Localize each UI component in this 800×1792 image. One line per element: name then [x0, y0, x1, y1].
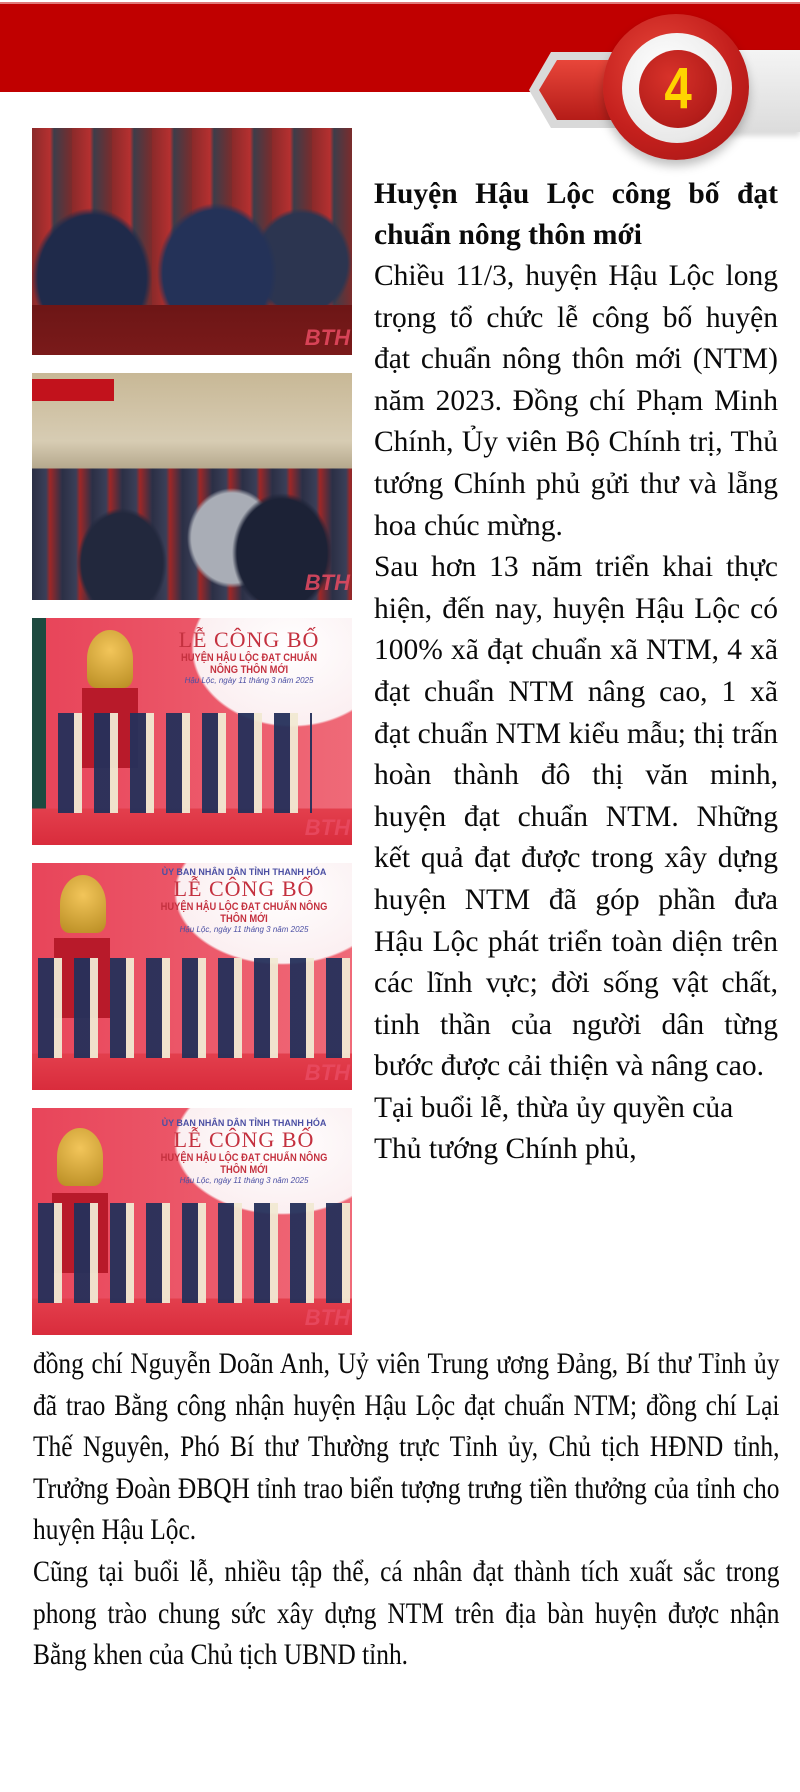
article-paragraph-3-lead: Tại buổi lễ, thừa ủy quyền của Thủ tướng Chính phủ, [374, 1091, 734, 1166]
photo-watermark: BTH [304, 1305, 350, 1330]
section-number: 4 [664, 56, 692, 121]
article-column [374, 174, 778, 1171]
article-full-width-block [33, 1344, 779, 1677]
photo-award-recipients-1 [32, 863, 352, 1090]
stage-bust [60, 875, 106, 933]
stage-bust [87, 630, 133, 688]
award-recipients-group [32, 958, 352, 1058]
photo-watermark: BTH [304, 325, 350, 350]
photo-delegates-front-row [32, 128, 352, 355]
section-number-badge [639, 50, 717, 128]
article-paragraph-4: Cũng tại buổi lễ, nhiều tập thể, cá nhân đạt thành tích xuất sắc trong phong trào chung sức xây dựng NTM trên địa bàn huyện được nhận Bằng khen của Chủ tịch UBND tỉnh. [33, 1555, 780, 1672]
photo-watermark: BTH [304, 815, 350, 840]
photo-watermark: BTH [304, 570, 350, 595]
article-title: Huyện Hậu Lộc công bố đạt chuẩn nông thôn mới [374, 178, 778, 251]
photo-audience-hall [32, 373, 352, 600]
article-paragraph-3-continued: đồng chí Nguyễn Doãn Anh, Uỷ viên Trung ương Đảng, Bí thư Tỉnh ủy đã trao Bằng công nhận huyện Hậu Lộc đạt chuẩn NTM; đồng chí Lại Thế Nguyên, Phó Bí thư Thường trực Tỉnh ủy, Chủ tịch HĐND tỉnh, Trưởng Đoàn ĐBQH tỉnh trao biển tượng trưng tiền thưởng của tỉnh cho huyện Hậu Lộc. [33, 1348, 780, 1547]
stage-backdrop-title: LỄ CÔNG BỐ HUYỆN HẬU LỘC ĐẠT CHUẨN NÔNG THÔN MỚI Hậu Lộc, ngày 11 tháng 3 năm 2025 [178, 627, 320, 686]
stage-backdrop-title: ỦY BAN NHÂN DÂN TỈNH THANH HÓA LỄ CÔNG BỐ HUYỆN HẬU LỘC ĐẠT CHUẨN NÔNG THÔN MỚI Hậu Lộc, ngày 11 tháng 3 năm 2025 [160, 1118, 328, 1186]
photo-award-ceremony [32, 618, 352, 845]
photo-award-recipients-2 [32, 1108, 352, 1335]
award-recipients-group [32, 1203, 352, 1303]
article-paragraph-3-start [374, 1088, 778, 1171]
stage-bust [57, 1128, 103, 1186]
article-paragraph-2: Sau hơn 13 năm triển khai thực hiện, đến nay, huyện Hậu Lộc có 100% xã đạt chuẩn xã NTM, 4 xã đạt chuẩn NTM nâng cao, 1 xã đạt chuẩn NTM kiểu mẫu; thị trấn hoàn thành đô thị văn minh, huyện đạt chuẩn NTM. Những kết quả đạt được trong xây dựng huyện NTM đã góp phần đưa Hậu Lộc phát triển toàn diện trên các lĩnh vực; đời sống vật chất, tinh thần của người dân từng bước được cải thiện và nâng cao. [374, 551, 778, 1083]
award-recipients-group [52, 713, 312, 813]
stage-backdrop-title: ỦY BAN NHÂN DÂN TỈNH THANH HÓA LỄ CÔNG BỐ HUYỆN HẬU LỘC ĐẠT CHUẨN NÔNG THÔN MỚI Hậu Lộc, ngày 11 tháng 3 năm 2025 [160, 867, 328, 935]
article-paragraph-1: Chiều 11/3, huyện Hậu Lộc long trọng tổ chức lễ công bố huyện đạt chuẩn nông thôn mới (NTM) năm 2023. Đồng chí Phạm Minh Chính, Ủy viên Bộ Chính trị, Thủ tướng Chính phủ gửi thư và lẵng hoa chúc mừng. [374, 260, 778, 542]
photo-watermark: BTH [304, 1060, 350, 1085]
